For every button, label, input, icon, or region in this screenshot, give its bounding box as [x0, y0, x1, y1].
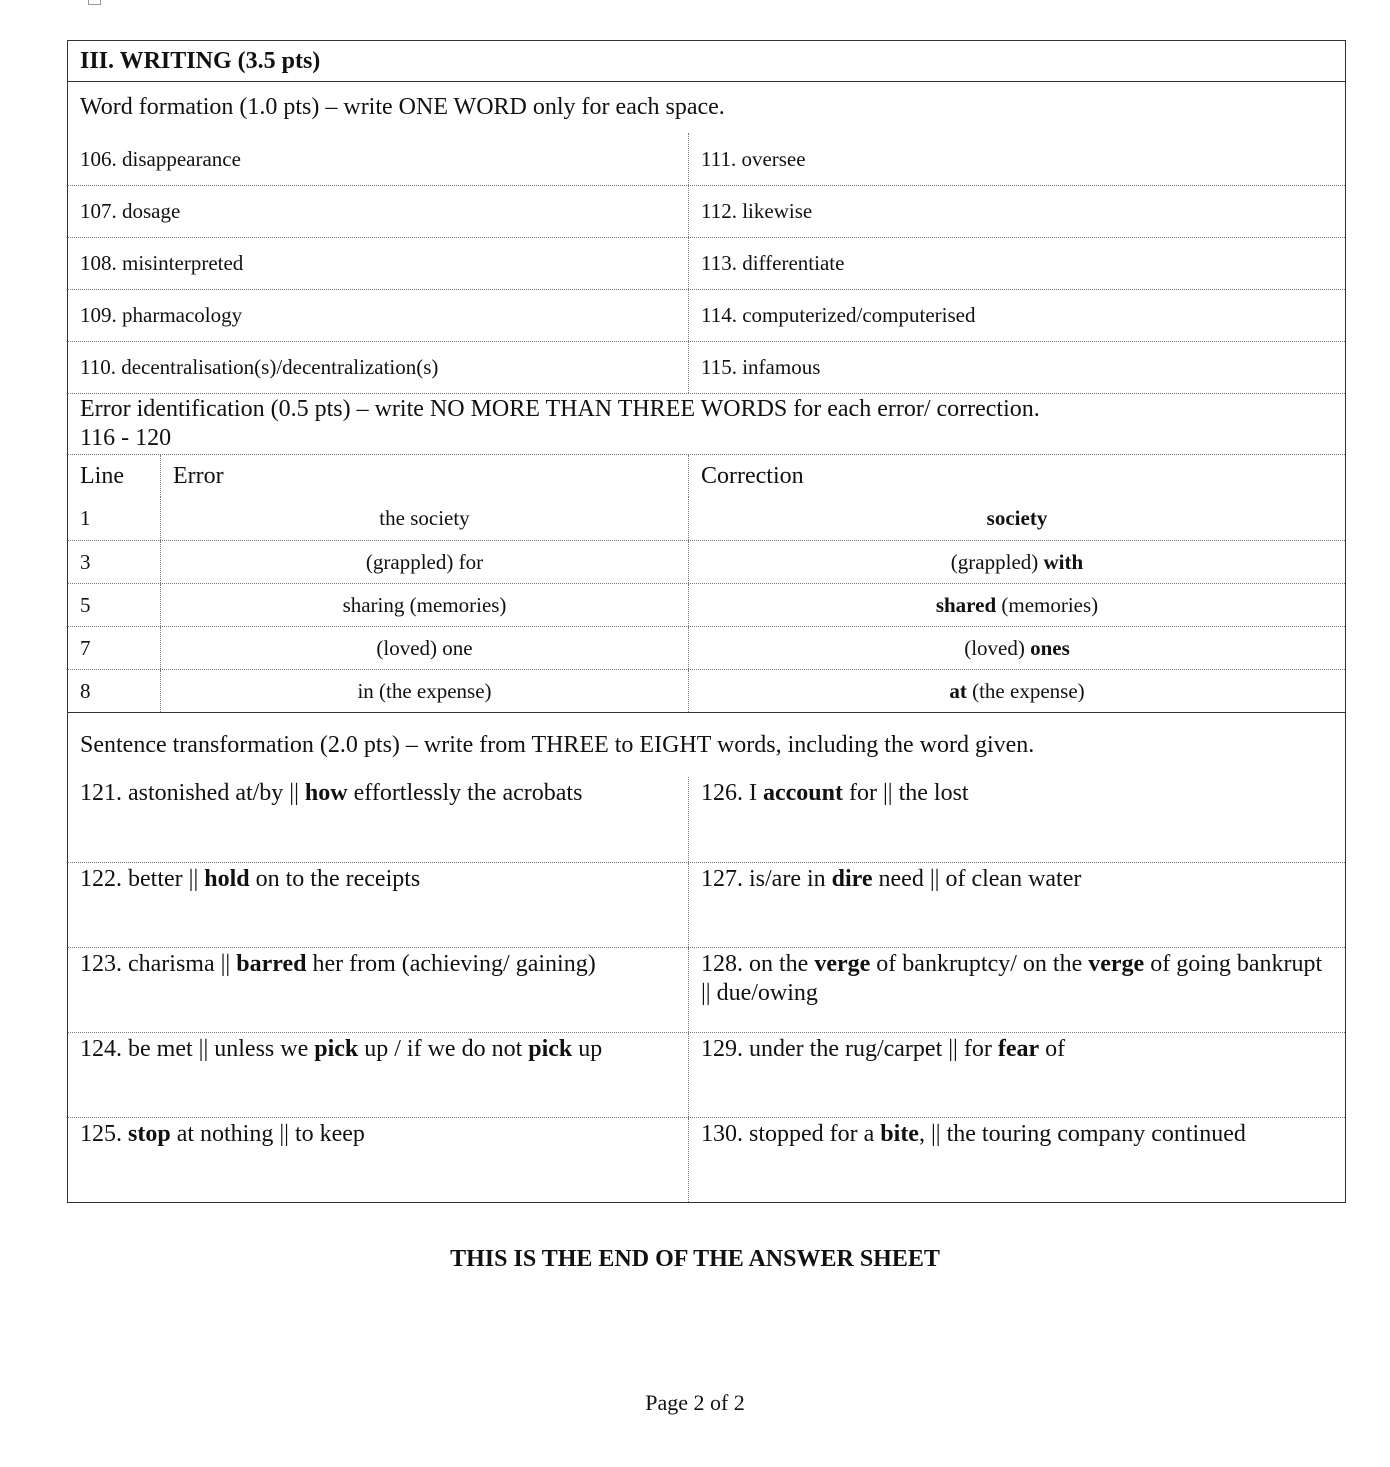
text-segment: (grappled)	[950, 549, 1044, 574]
bold-keyword: verge	[814, 951, 871, 977]
answer-cell: 109. pharmacology	[68, 290, 689, 341]
correction-wrap	[936, 593, 1098, 618]
error-text: (loved) one	[161, 627, 689, 669]
text-segment: , || the touring company continued	[918, 1121, 1246, 1147]
correction-wrap	[951, 550, 1083, 575]
text-segment: 129. under the rug/carpet || for	[701, 1036, 998, 1062]
answer-cell: 114. computerized/computerised	[701, 303, 976, 327]
answer-cell: 108. misinterpreted	[68, 238, 689, 289]
correction-text	[689, 670, 1345, 712]
error-identification-heading-row	[68, 393, 1345, 454]
text-segment: (loved)	[964, 635, 1031, 660]
line-number: 8	[68, 670, 161, 712]
sentence-transformation-heading: Sentence transformation (2.0 pts) – write from THREE to EIGHT words, including the word given.	[80, 731, 1035, 758]
answer-cell: 110. decentralisation(s)/decentralization(s)	[68, 342, 689, 393]
text-segment: effortlessly the acrobats	[347, 780, 583, 806]
answer-cell	[68, 1033, 689, 1117]
error-identification-heading: Error identification (0.5 pts) – write NO MORE THAN THREE WORDS for each error/ correction.	[80, 396, 1040, 422]
bold-keyword: with	[1043, 549, 1084, 574]
error-row	[68, 583, 1345, 626]
correction-text	[689, 627, 1345, 669]
correction-text	[689, 541, 1345, 583]
transformation-row	[68, 777, 1345, 862]
correction-wrap	[949, 679, 1084, 704]
bold-keyword: society	[986, 506, 1048, 530]
answer-cell	[68, 1118, 689, 1202]
error-text: sharing (memories)	[161, 584, 689, 626]
error-row	[68, 669, 1345, 712]
word-formation-heading: Word formation (1.0 pts) – write ONE WORD only for each space.	[80, 94, 725, 120]
bold-keyword: how	[304, 780, 348, 806]
answer-cell: 111. oversee	[701, 146, 806, 171]
answer-cell	[689, 777, 1345, 862]
text-segment: 122. better ||	[80, 866, 205, 892]
transformation-row	[68, 1032, 1345, 1117]
correction-text	[689, 497, 1345, 540]
correction-wrap	[987, 506, 1048, 531]
text-segment: 130. stopped for a	[701, 1121, 881, 1147]
bold-keyword: barred	[236, 951, 307, 977]
word-formation-row	[68, 185, 1345, 237]
sentence-transformation-heading-row	[68, 712, 1345, 777]
error-text: the society	[161, 497, 689, 540]
word-formation-row	[68, 289, 1345, 341]
answer-cell: 112. likewise	[701, 199, 813, 223]
text-segment: 125.	[80, 1121, 128, 1147]
column-header-line: Line	[68, 455, 161, 497]
transformation-row	[68, 862, 1345, 947]
page-number: Page 2 of 2	[645, 1390, 745, 1415]
text-segment: 128. on the	[701, 951, 815, 977]
correction-wrap	[964, 636, 1070, 661]
answer-cell: 106. disappearance	[68, 133, 689, 185]
word-formation-row	[68, 133, 1345, 185]
bold-keyword: fear	[997, 1036, 1040, 1062]
line-number: 3	[68, 541, 161, 583]
correction-text	[689, 584, 1345, 626]
bold-keyword: stop	[128, 1121, 171, 1147]
section-title: III. WRITING (3.5 pts)	[80, 47, 321, 74]
error-row	[68, 497, 1345, 540]
column-header-error: Error	[161, 455, 689, 497]
bold-keyword: bite	[880, 1121, 919, 1147]
error-identification-range: 116 - 120	[80, 425, 172, 451]
bold-keyword: dire	[831, 866, 873, 892]
text-segment: (memories)	[996, 592, 1099, 617]
bold-keyword: ones	[1030, 635, 1070, 660]
line-number: 5	[68, 584, 161, 626]
answer-cell	[68, 948, 689, 1032]
text-segment: 123. charisma ||	[80, 951, 237, 977]
bold-keyword: hold	[204, 866, 250, 892]
text-segment: 126. I	[701, 780, 763, 806]
answer-cell: 113. differentiate	[701, 251, 845, 275]
word-formation-row	[68, 237, 1345, 289]
line-number: 7	[68, 627, 161, 669]
text-segment: (the expense)	[966, 678, 1085, 703]
text-segment: up	[572, 1036, 603, 1062]
answer-cell	[68, 777, 689, 862]
text-segment: her from (achieving/ gaining)	[306, 951, 596, 977]
line-number: 1	[68, 497, 161, 540]
answer-cell	[689, 1118, 1345, 1202]
text-segment: for || the lost	[843, 780, 969, 806]
end-note: THIS IS THE END OF THE ANSWER SHEET	[450, 1246, 940, 1272]
bold-keyword: at	[949, 678, 967, 703]
text-segment: 124. be met || unless we	[80, 1036, 315, 1062]
error-table-header	[68, 454, 1345, 497]
text-segment: up / if we do not	[358, 1036, 529, 1062]
error-row	[68, 626, 1345, 669]
transformation-row	[68, 947, 1345, 1032]
text-segment: 127. is/are in	[701, 866, 832, 892]
answer-cell	[689, 948, 1345, 1032]
bold-keyword: shared	[935, 592, 997, 617]
text-segment: need || of clean water	[872, 866, 1082, 892]
text-segment: at nothing || to keep	[170, 1121, 365, 1147]
text-segment: of going bankrupt || due/owing	[701, 951, 1323, 1006]
word-formation-heading-row	[68, 81, 1345, 133]
answer-cell	[689, 863, 1345, 947]
bold-keyword: verge	[1088, 951, 1145, 977]
bold-keyword: pick	[314, 1036, 359, 1062]
column-header-correction: Correction	[701, 462, 804, 489]
error-text: (grappled) for	[161, 541, 689, 583]
bold-keyword: pick	[528, 1036, 573, 1062]
answer-cell	[68, 863, 689, 947]
error-row	[68, 540, 1345, 583]
text-segment: of	[1039, 1036, 1066, 1062]
bold-keyword: account	[763, 780, 843, 806]
text-segment: of bankruptcy/ on the	[870, 951, 1089, 977]
transformation-row	[68, 1117, 1345, 1202]
text-segment: on to the receipts	[249, 866, 421, 892]
answer-cell: 107. dosage	[68, 186, 689, 237]
word-formation-row	[68, 341, 1345, 393]
error-text: in (the expense)	[161, 670, 689, 712]
writing-table	[67, 40, 1346, 1203]
checkbox-mark	[88, 0, 101, 5]
text-segment: 121. astonished at/by ||	[80, 780, 305, 806]
section-title-row	[68, 41, 1345, 81]
answer-cell	[689, 1033, 1345, 1117]
answer-cell: 115. infamous	[701, 355, 821, 379]
